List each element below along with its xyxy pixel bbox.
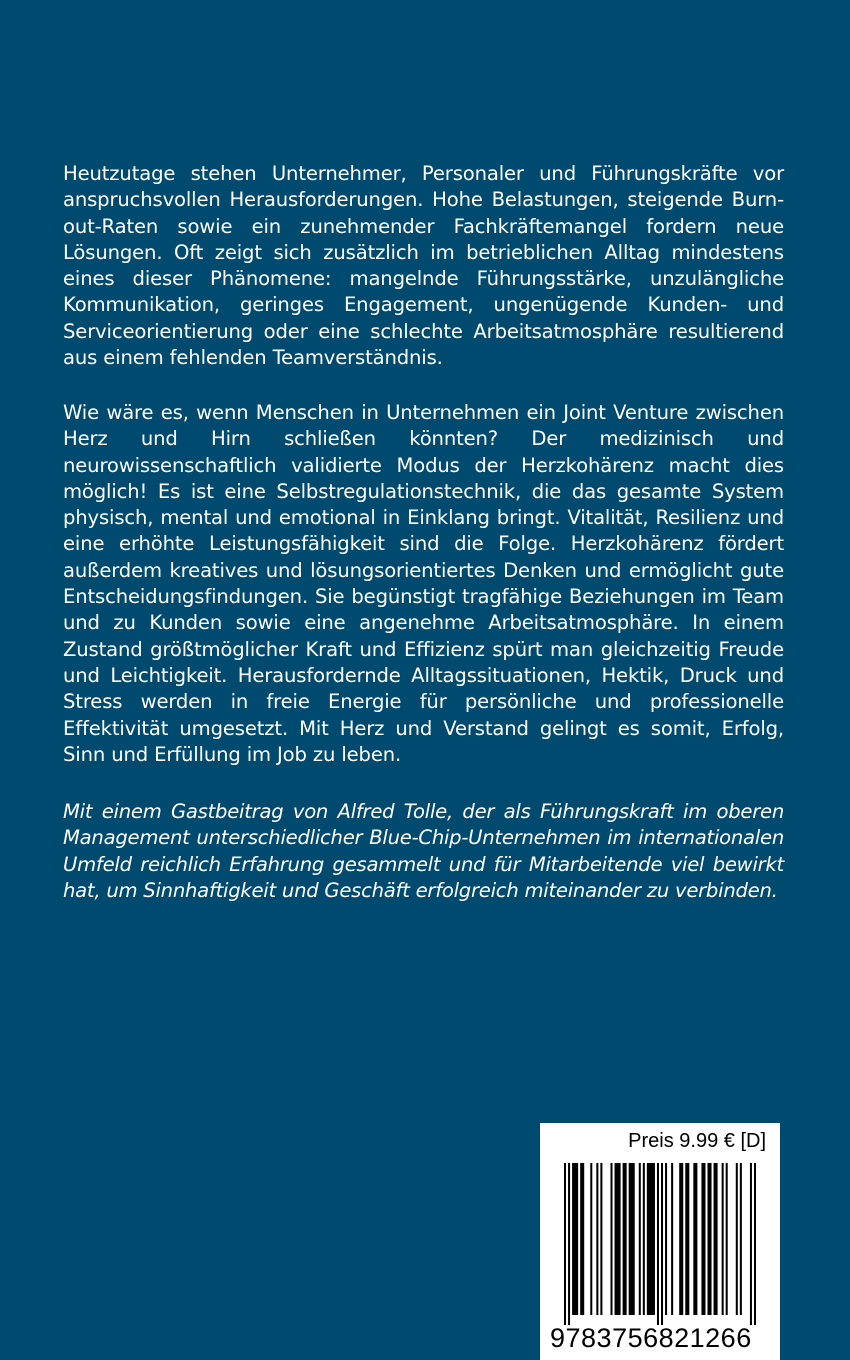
- barcode-bar: [665, 1163, 667, 1315]
- barcode-label: [540, 1123, 780, 1360]
- barcode-bar: [639, 1163, 641, 1315]
- barcode-bar: [679, 1163, 683, 1315]
- barcode-bar: [671, 1163, 673, 1315]
- barcode-guard-bar: [750, 1163, 752, 1325]
- barcode-bar: [643, 1163, 645, 1315]
- barcode-bar: [623, 1163, 627, 1315]
- barcode-bar: [736, 1163, 738, 1315]
- guest-contribution-note: Mit einem Gastbeitrag von Alfred Tolle, der als Führungskraft im oberen Management unterschiedlicher Blue-Chip-Unternehmen im internationalen Umfeld reichlich Erfahrung gesammelt und für Mitarbeitende viel bewirkt hat, um Sinnhaftigkeit und Geschäft erfolgreich miteinander zu verbinden.: [63, 800, 784, 902]
- barcode-bar: [726, 1163, 728, 1315]
- price-label: Preis 9.99 € [D]: [628, 1130, 766, 1152]
- barcode-bar: [714, 1163, 718, 1315]
- barcode-bar: [701, 1163, 705, 1315]
- barcode-bar: [590, 1163, 592, 1315]
- barcode-guard-bar: [754, 1163, 756, 1325]
- barcode-bar: [707, 1163, 711, 1315]
- barcode-guard-bar: [657, 1163, 659, 1325]
- description-paragraph-1: Heutzutage stehen Unternehmer, Personaler und Führungskräfte vor anspruchsvollen Herausforderungen. Hohe Belastungen, steigende Burn-out-Raten sowie ein zunehmender Fachkräftemangel fordern neue Lösungen. Oft zeigt sich zusätzlich im betrieblichen Alltag mindestens eines dieser Phänomene: mangelnde Führungsstärke, unzulängliche Kommunikation, geringes Engagement, ungenügende Kunden- und Serviceorientierung oder eine schlechte Arbeitsatmosphäre resultierend aus einem fehlenden Teamverständnis.: [63, 162, 784, 370]
- description-paragraph-2: Wie wäre es, wenn Menschen in Unternehmen ein Joint Venture zwischen Herz und Hirn schließen könnten? Der medizinisch und neurowissenschaftlich validierte Modus der Herzkohärenz macht dies möglich! Es ist eine Selbstregulationstechnik, die das gesamte System physisch, mental und emotional in Einklang bringt. Vitalität, Resilienz und eine erhöhte Leistungsfähigkeit sind die Folge. Herzkohärenz fördert außerdem kreatives und lösungsorientiertes Denken und ermöglicht gute Entscheidungsfindungen. Sie begünstigt tragfähige Beziehungen im Team und zu Kunden sowie eine angenehme Arbeitsatmosphäre. In einem Zustand größtmöglicher Kraft und Effizienz spürt man gleichzeitig Freude und Leichtigkeit. Herausfordernde Alltagssituationen, Hektik, Druck und Stress werden in freie Energie für persönliche und professionelle Effektivität umgesetzt. Mit Herz und Verstand gelingt es somit, Erfolg, Sinn und Erfüllung im Job zu leben.: [63, 401, 784, 766]
- isbn-digits: 9783756821266: [550, 1323, 752, 1353]
- barcode-guard-bar: [564, 1163, 566, 1325]
- barcode-bar: [722, 1163, 724, 1315]
- isbn-barcode: [564, 1163, 756, 1325]
- barcode-bar: [647, 1163, 655, 1315]
- barcode-bar: [693, 1163, 697, 1315]
- barcode-guard-bar: [661, 1163, 663, 1325]
- barcode-bar: [600, 1163, 602, 1315]
- barcode-bar: [572, 1163, 578, 1315]
- barcode-bar: [615, 1163, 621, 1315]
- barcode-bar: [580, 1163, 584, 1315]
- barcode-bar: [685, 1163, 689, 1315]
- barcode-bar: [596, 1163, 598, 1315]
- barcode-bar: [629, 1163, 635, 1315]
- barcode-bar: [610, 1163, 612, 1315]
- barcode-bar: [740, 1163, 742, 1315]
- barcode-guard-bar: [568, 1163, 570, 1325]
